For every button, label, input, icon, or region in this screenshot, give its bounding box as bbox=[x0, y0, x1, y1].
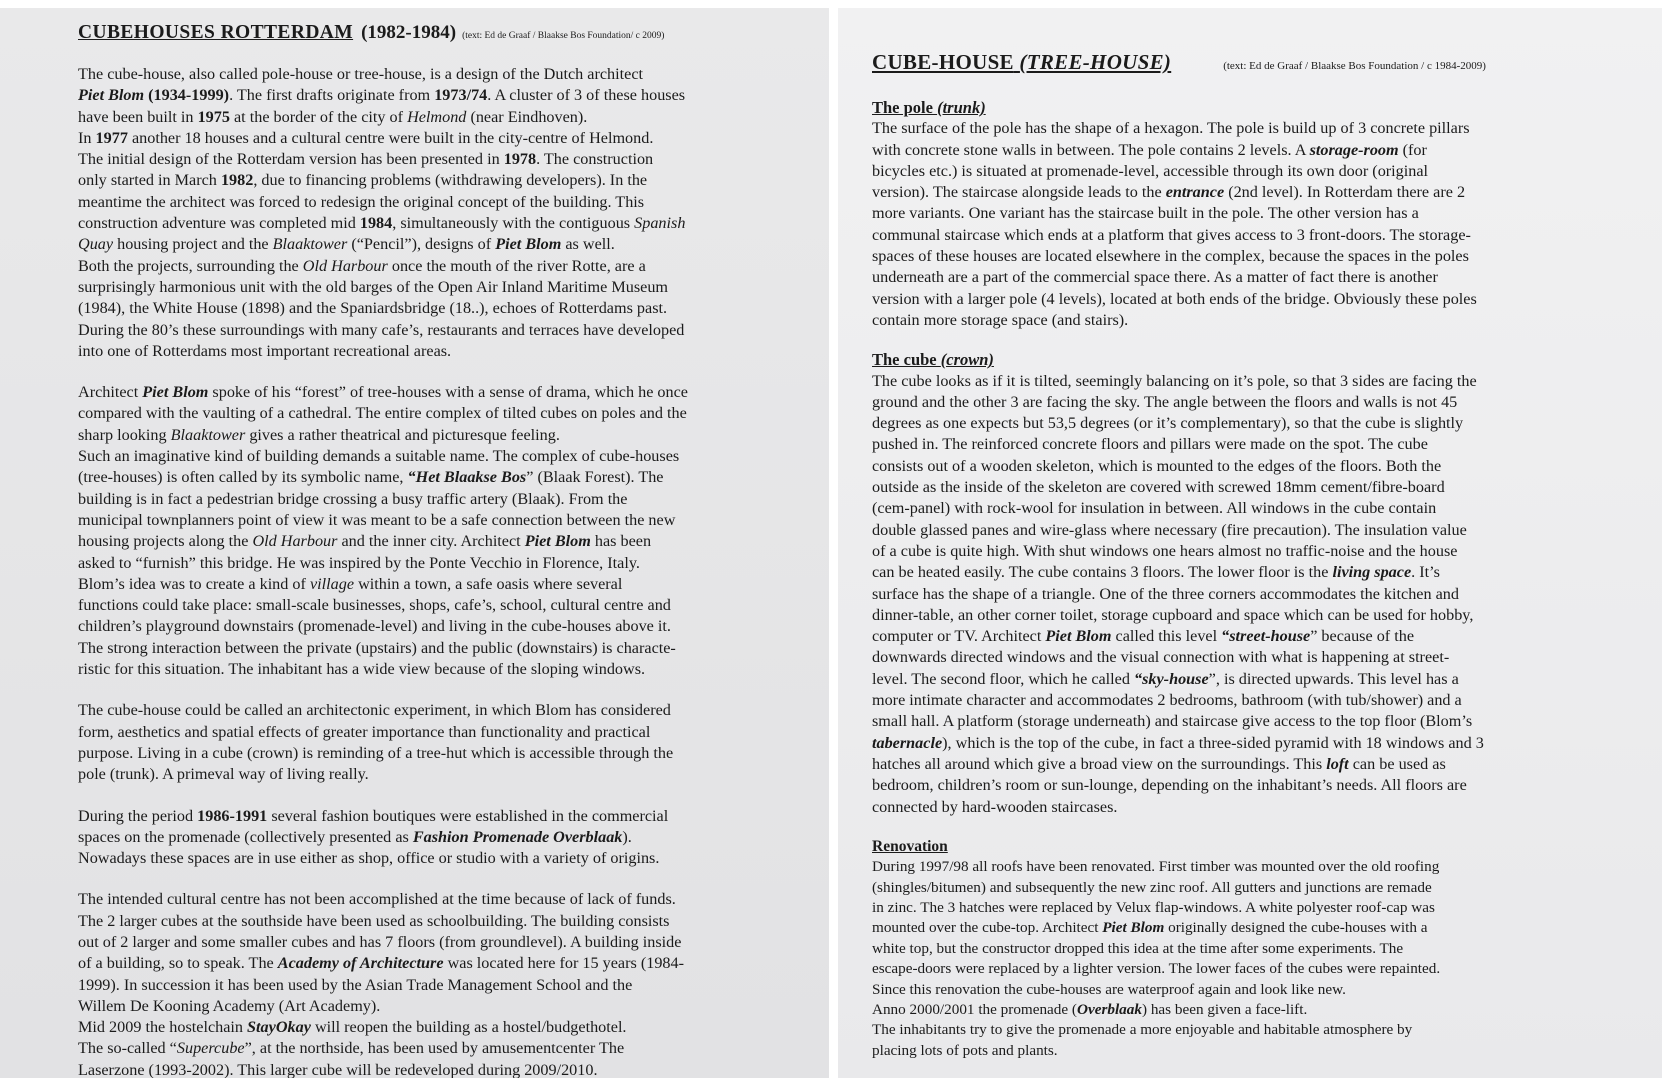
text-line: spaces on the promenade (collectively presented as Fashion Promenade Overblaak). bbox=[78, 827, 632, 846]
text-line: purpose. Living in a cube (crown) is reminding of a tree-hut which is accessible through the bbox=[78, 743, 674, 762]
emphasis-text: Quay bbox=[78, 235, 114, 254]
text-line: The cube-house, also called pole-house or tree-house, is a design of the Dutch architect bbox=[78, 65, 644, 83]
text-line: meantime the architect was forced to redesign the original concept of the building. This bbox=[78, 192, 645, 211]
text-line: downwards directed windows and the visual connection with what is happening at street- bbox=[872, 648, 1450, 667]
left-page-years: (1982-1984) bbox=[361, 22, 457, 43]
text-line: In 1977 another 18 houses and a cultural centre were built in the city-centre of Helmond. bbox=[78, 128, 654, 147]
text-line: municipal townplanners point of view it was meant to be a safe connection between the new bbox=[78, 510, 676, 529]
emphasis-text: Piet Blom bbox=[495, 235, 562, 254]
text-line: functions could take place: small-scale businesses, shops, cafe’s, school, cultural centre and bbox=[78, 596, 671, 615]
text-line: The surface of the pole has the shape of a hexagon. The pole is build up of 3 concrete pillars bbox=[872, 119, 1470, 138]
text-line: double glassed panes and wire-glass where necessary (fire precaution). The insulation value bbox=[872, 520, 1467, 539]
text-line: more variants. One variant has the staircase built in the pole. The other version has a bbox=[872, 204, 1419, 223]
emphasis-text: 1986-1991 bbox=[197, 806, 268, 825]
emphasis-text: Old Harbour bbox=[302, 256, 388, 275]
text-line: Such an imaginative kind of building demands a suitable name. The complex of cube-houses bbox=[78, 447, 680, 466]
text-line: The strong interaction between the private (upstairs) and the public (downstairs) is characte- bbox=[78, 638, 676, 657]
text-line: (cem-panel) with rock-wool for insulation in between. All windows in the cube contain bbox=[872, 499, 1437, 518]
right-document-page bbox=[838, 8, 1662, 1078]
emphasis-text: Helmond bbox=[407, 107, 467, 126]
text-line: contain more storage space (and stairs). bbox=[872, 310, 1129, 329]
emphasis-text: Blaaktower bbox=[272, 235, 348, 254]
text-line: (shingles/bitumen) and subsequently the new zinc roof. All gutters and junctions are remade bbox=[872, 878, 1432, 896]
text-line: The 2 larger cubes at the southside have been used as schoolbuilding. The building consists bbox=[78, 911, 670, 930]
left-document-page bbox=[0, 8, 829, 1078]
text-line: surface has the shape of a triangle. One of the three corners accommodates the kitchen and bbox=[872, 584, 1459, 603]
left-page-title: CUBEHOUSES ROTTERDAM bbox=[78, 22, 354, 43]
right-page-title bbox=[872, 50, 1171, 75]
text-line: dinner-table, an other corner toilet, storage cupboard and space which can be used for hobby, bbox=[872, 605, 1474, 624]
text-line: pole (trunk). A primeval way of living really. bbox=[78, 765, 369, 784]
text-line: Architect Piet Blom spoke of his “forest” of tree-houses with a sense of drama, which he once bbox=[78, 383, 688, 402]
text-line: Blom’s idea was to create a kind of village within a town, a safe oasis where several bbox=[78, 574, 623, 593]
section-body bbox=[872, 118, 1634, 331]
text-line: version). The staircase alongside leads to the entrance (2nd level). In Rotterdam there are 2 bbox=[872, 183, 1466, 202]
text-line: construction adventure was completed mid 1984, simultaneously with the contiguous Spanish bbox=[78, 214, 686, 233]
left-page-credit: (text: Ed de Graaf / Blaakse Bos Foundation/ c 2009) bbox=[462, 31, 665, 41]
emphasis-text: Spanish bbox=[634, 214, 686, 233]
section-body bbox=[872, 857, 1634, 1061]
text-line: escape-doors were replaced by a lighter version. The lower faces of the cubes were repainted. bbox=[872, 960, 1441, 978]
emphasis-text: Piet Blom bbox=[1045, 627, 1112, 646]
text-line: sharp looking Blaaktower gives a rather theatrical and picturesque feeling. bbox=[78, 425, 560, 444]
text-line: (tree-houses) is often called by its symbolic name, “Het Blaakse Bos” (Blaak Forest). The bbox=[78, 468, 664, 487]
text-line: degrees as one expects but 53,5 degrees (or it’s complementary), so that the cube is slightly bbox=[872, 414, 1464, 433]
text-line: asked to “furnish” this bridge. He was inspired by the Ponte Vecchio in Florence, Italy. bbox=[78, 553, 640, 572]
text-line: out of 2 larger and some smaller cubes and has 7 floors (from groundlevel). A building inside bbox=[78, 932, 682, 951]
emphasis-text: Academy of Architecture bbox=[277, 954, 444, 973]
emphasis-text: 1982 bbox=[220, 171, 254, 190]
text-line: can be heated easily. The cube contains 3 floors. The lower floor is the living space. It’s bbox=[872, 563, 1440, 582]
emphasis-text: 1973/74 bbox=[434, 86, 488, 105]
text-line: mounted over the cube-top. Architect Piet Blom originally designed the cube-houses with a bbox=[872, 919, 1428, 937]
text-line: The cube looks as if it is tilted, seemingly balancing on it’s pole, so that 3 sides are facing the bbox=[872, 371, 1477, 390]
text-line: form, aesthetics and spatial effects of greater importance than functionality and practical bbox=[78, 722, 651, 741]
paragraph bbox=[78, 382, 799, 680]
right-title-row bbox=[872, 50, 1634, 75]
section-body bbox=[872, 371, 1634, 818]
text-line: bedroom, children’s room or sun-lounge, depending on the inhabitant’s needs. All floors are bbox=[872, 776, 1467, 795]
text-line: Piet Blom (1934-1999). The first drafts originate from 1973/74. A cluster of 3 of these houses bbox=[78, 86, 686, 105]
text-line: Nowadays these spaces are in use either as shop, office or studio with a variety of origins. bbox=[78, 849, 660, 868]
text-line: compared with the vaulting of a cathedral. The entire complex of tilted cubes on poles and the bbox=[78, 404, 687, 423]
emphasis-text: 1978 bbox=[503, 150, 537, 169]
emphasis-text: Fashion Promenade Overblaak bbox=[412, 827, 623, 846]
text-line: into one of Rotterdams most important recreational areas. bbox=[78, 341, 452, 360]
section-heading: The pole (trunk) bbox=[872, 98, 986, 117]
text-line: tabernacle), which is the top of the cube, in fact a three-sided pyramid with 18 windows and 3 bbox=[872, 733, 1484, 752]
text-line: with concrete stone walls in between. The pole contains 2 levels. A storage-room (for bbox=[872, 140, 1427, 159]
text-line: (1984), the White House (1898) and the Spaniardsbridge (18..), echoes of Rotterdams past. bbox=[78, 299, 668, 318]
emphasis-text: village bbox=[309, 574, 355, 593]
emphasis-text: entrance bbox=[1165, 183, 1225, 202]
emphasis-text: (1934-1999) bbox=[148, 86, 230, 105]
text-line: During the 80’s these surroundings with many cafe’s, restaurants and terraces have developed bbox=[78, 320, 685, 339]
text-line: The so-called “Supercube”, at the northside, has been used by amusementcenter The bbox=[78, 1039, 625, 1058]
emphasis-text: Piet Blom bbox=[142, 383, 209, 402]
emphasis-text: Piet Blom bbox=[524, 532, 591, 551]
text-line: The intended cultural centre has not been accomplished at the time because of lack of funds. bbox=[78, 890, 676, 909]
paragraph bbox=[78, 64, 799, 362]
right-page-credit: (text: Ed de Graaf / Blaakse Bos Foundation / c 1984-2009) bbox=[1223, 60, 1486, 72]
emphasis-text: Piet Blom bbox=[1102, 919, 1165, 937]
text-line: Mid 2009 the hostelchain StayOkay will reopen the building as a hostel/budgethotel. bbox=[78, 1018, 627, 1037]
text-line: level. The second floor, which he called “sky-house”, is directed upwards. This level has a bbox=[872, 669, 1459, 688]
text-line: bicycles etc.) is situated at promenade-level, accessible through its own door (original bbox=[872, 161, 1429, 180]
text-line: Willem De Kooning Academy (Art Academy). bbox=[78, 996, 381, 1015]
text-line: Anno 2000/2001 the promenade (Overblaak) has been given a face-lift. bbox=[872, 1000, 1308, 1018]
emphasis-text: Piet Blom bbox=[78, 86, 145, 105]
text-line: computer or TV. Architect Piet Blom called this level “street-house” because of the bbox=[872, 627, 1414, 646]
text-line: underneath are a part of the commercial space there. As a matter of fact there is another bbox=[872, 268, 1438, 287]
text-line: 1999). In succession it has been used by the Asian Trade Management School and the bbox=[78, 975, 633, 994]
text-line: During 1997/98 all roofs have been renovated. First timber was mounted over the old roofing bbox=[872, 858, 1440, 876]
emphasis-text: 1975 bbox=[197, 107, 230, 126]
text-line: of a building, so to speak. The Academy of Architecture was located here for 15 years (1984- bbox=[78, 954, 684, 973]
emphasis-text: Overblaak bbox=[1077, 1000, 1142, 1018]
emphasis-text: tabernacle bbox=[872, 733, 943, 752]
emphasis-text: Blaaktower bbox=[170, 425, 246, 444]
text-line: in zinc. The 3 hatches were replaced by Velux flap-windows. A white polyester roof-cap was bbox=[872, 898, 1435, 916]
text-line: building is in fact a pedestrian bridge crossing a busy traffic artery (Blaak). From the bbox=[78, 489, 628, 508]
text-line: pushed in. The reinforced concrete floors and pillars were made on the spot. The cube bbox=[872, 435, 1428, 454]
text-line: During the period 1986-1991 several fashion boutiques were established in the commercial bbox=[78, 806, 669, 825]
text-line: The cube-house could be called an architectonic experiment, in which Blom has considered bbox=[78, 701, 671, 720]
text-line: outside as the inside of the skeleton are covered with screwed 18mm cement/fibre-board bbox=[872, 478, 1445, 497]
text-line: children’s playground downstairs (promenade-level) and living in the cube-houses above it. bbox=[78, 617, 671, 636]
text-line: ground and the other 3 are facing the sky. The angle between the floors and walls is not 45 bbox=[872, 392, 1458, 411]
text-line: placing lots of pots and plants. bbox=[872, 1041, 1058, 1059]
emphasis-text: Old Harbour bbox=[252, 532, 338, 551]
text-line: The initial design of the Rotterdam version has been presented in 1978. The construction bbox=[78, 150, 654, 169]
emphasis-text: loft bbox=[1326, 754, 1349, 773]
right-page-title-paren: (TREE-HOUSE) bbox=[1019, 50, 1172, 74]
text-line: surprisingly harmonious unit with the old barges of the Open Air Inland Maritime Museum bbox=[78, 277, 669, 296]
emphasis-text: storage-room bbox=[1309, 140, 1399, 159]
section-heading: Renovation bbox=[872, 837, 948, 855]
section-heading: The cube (crown) bbox=[872, 350, 994, 370]
paragraph bbox=[78, 806, 799, 870]
text-line: white top, but the constructor dropped this idea at the time after some experiments. The bbox=[872, 939, 1404, 957]
text-line: connected by hard-wooden staircases. bbox=[872, 797, 1118, 816]
text-line: spaces of these houses are located elsewhere in the complex, because the spaces in the poles bbox=[872, 247, 1469, 266]
text-line: communal staircase which ends at a platform that gives access to 3 front-doors. The storage- bbox=[872, 225, 1471, 244]
right-page-body bbox=[872, 97, 1634, 1061]
text-line: only started in March 1982, due to financing problems (withdrawing developers). In the bbox=[78, 171, 648, 190]
text-line: have been built in 1975 at the border of the city of Helmond (near Eindhoven). bbox=[78, 107, 588, 126]
emphasis-text: “Het Blaakse Bos bbox=[407, 468, 527, 487]
text-line: Quay housing project and the Blaaktower (“Pencil”), designs of Piet Blom as well. bbox=[78, 235, 615, 254]
emphasis-text: Supercube bbox=[176, 1039, 245, 1058]
text-line: small hall. A platform (storage underneath) and staircase give access to the top floor (Blom’s bbox=[872, 712, 1473, 731]
text-line: Laserzone (1993-2002). This larger cube will be redeveloped during 2009/2010. bbox=[78, 1060, 598, 1078]
emphasis-text: 1977 bbox=[95, 128, 128, 147]
emphasis-text: StayOkay bbox=[247, 1018, 311, 1037]
text-line: consists out of a wooden skeleton, which is mounted to the edges of the floors. Both the bbox=[872, 456, 1442, 475]
right-page-title-main: CUBE-HOUSE bbox=[872, 50, 1014, 74]
emphasis-text: “sky-house bbox=[1134, 669, 1209, 688]
text-line: ristic for this situation. The inhabitant has a wide view because of the sloping windows. bbox=[78, 660, 646, 679]
text-line: hatches all around which give a broad view on the surroundings. This loft can be used as bbox=[872, 754, 1446, 773]
text-line: The inhabitants try to give the promenade a more enjoyable and habitable atmosphere by bbox=[872, 1021, 1413, 1039]
text-line: version with a larger pole (4 levels), located at both ends of the bridge. Obviously these poles bbox=[872, 289, 1477, 308]
left-title-row bbox=[78, 22, 799, 44]
emphasis-text: 1984 bbox=[359, 214, 393, 233]
emphasis-text: “street-house bbox=[1221, 627, 1311, 646]
paragraph bbox=[78, 889, 799, 1078]
emphasis-text: living space bbox=[1332, 563, 1412, 582]
text-line: Both the projects, surrounding the Old Harbour once the mouth of the river Rotte, are a bbox=[78, 256, 646, 275]
text-line: housing projects along the Old Harbour and the inner city. Architect Piet Blom has been bbox=[78, 532, 652, 551]
text-line: more intimate character and accommodates 2 bedrooms, bathroom (with tub/shower) and a bbox=[872, 691, 1462, 710]
text-line: of a cube is quite high. With shut windows one hears almost no traffic-noise and the house bbox=[872, 541, 1458, 560]
paragraph bbox=[78, 700, 799, 785]
text-line: Since this renovation the cube-houses are waterproof again and look like new. bbox=[872, 980, 1346, 998]
left-page-body bbox=[78, 64, 799, 1078]
